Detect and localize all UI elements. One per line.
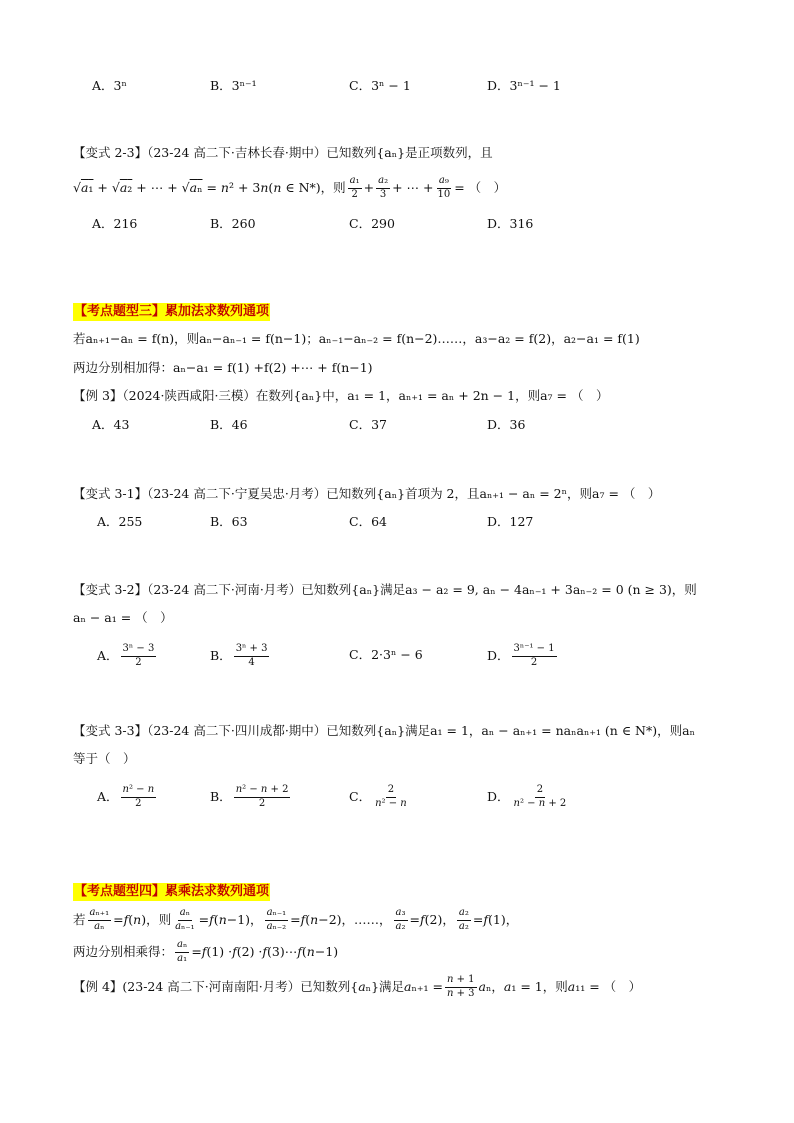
example-4-stem: 【例 4】(23-24 高二下·河南南阳·月考）已知数列{ a ₙ}满足 a ₙ₊₁ = n + 1 n + 3 a ₙ， a ₁ = 1，则 a ₁₁ = （ ）	[73, 974, 642, 999]
variant-2-3-option-a: A．216	[92, 216, 138, 231]
variant-2-3-option-c: C．290	[349, 216, 395, 231]
variant-3-2-stem: 【变式 3-2】（23-24 高二下·河南·月考）已知数列{aₙ}满足a₃ − a₂ = 9, aₙ − 4aₙ₋₁ + 3aₙ₋₂ = 0 (n ≥ 3)，则	[73, 582, 697, 597]
variant-3-1-option-b: B．63	[210, 514, 248, 529]
variant-3-1-option-a: A．255	[97, 514, 143, 529]
variant-3-2-option-c: C．2·3ⁿ − 6	[349, 647, 423, 662]
variant-2-3-stem: 【变式 2-3】（23-24 高二下·吉林长春·期中）已知数列{aₙ}是正项数列，且	[73, 145, 493, 160]
variant-3-3-stem-2: 等于（ ）	[73, 751, 136, 766]
section-3-line-1: 若aₙ₊₁−aₙ = f(n)，则aₙ−aₙ₋₁ = f(n−1)；aₙ₋₁−aₙ₋₂ = f(n−2)……，a₃−a₂ = f(2)，a₂−a₁ = f(1)	[73, 331, 640, 346]
variant-3-1-stem: 【变式 3-1】（23-24 高二下·宁夏吴忠·月考）已知数列{aₙ}首项为 2，且aₙ₊₁ − aₙ = 2ⁿ，则a₇ = （ ）	[73, 486, 661, 501]
option-c: C．3ⁿ − 1	[349, 78, 411, 93]
section-4-line-1: 若 aₙ₊₁ aₙ = f ( n )，则 aₙ aₙ₋₁ = f ( n −1)， aₙ₋₁ aₙ₋₂ = f ( n −2)，……， a₃ a₂ = f (2)， a₂ a₂ = f (1)，	[73, 907, 519, 932]
option-b: B．3ⁿ⁻¹	[210, 78, 257, 93]
example-3-option-a: A．43	[92, 417, 130, 432]
option-d: D．3ⁿ⁻¹ − 1	[487, 78, 561, 93]
example-3-option-d: D．36	[487, 417, 526, 432]
variant-3-2-option-d: D． 3ⁿ⁻¹ − 1 2	[487, 643, 555, 668]
variant-3-2-stem-2: aₙ − a₁ = （ ）	[73, 610, 173, 625]
section-3-line-2: 两边分别相加得：aₙ−a₁ = f(1) +f(2) +⋯ + f(n−1)	[73, 360, 373, 375]
example-3-stem: 【例 3】（2024·陕西咸阳·三模）在数列{aₙ}中，a₁ = 1，aₙ₊₁ = aₙ + 2n − 1，则a₇ = （ ）	[73, 388, 609, 403]
variant-3-3-option-c: C． 2 n² − n	[349, 784, 407, 809]
variant-3-2-option-a: A． 3ⁿ − 3 2	[97, 643, 155, 668]
variant-3-3-option-b: B． n² − n + 2 2	[210, 784, 289, 809]
option-a: A．3ⁿ	[92, 78, 127, 93]
example-3-option-b: B．46	[210, 417, 248, 432]
variant-2-3-option-d: D．316	[487, 216, 534, 231]
section-3-title: 【考点题型三】累加法求数列通项	[73, 303, 270, 321]
variant-3-3-option-d: D． 2 n² − n + 2	[487, 784, 567, 809]
section-4-title: 【考点题型四】累乘法求数列通项	[73, 883, 270, 901]
variant-2-3-formula: √a₁ + √a₂ + ⋯ + √aₙ = n² + 3n(n ∈ N*)，则 a₁ 2 + a₂ 3 + ⋯ + a₉ 10 = （ ）	[73, 175, 507, 200]
section-4-line-2: 两边分别相乘得： aₙ a₁ = f (1) · f (2) · f (3)⋯ f ( n −1)	[73, 939, 339, 964]
example-3-option-c: C．37	[349, 417, 387, 432]
variant-3-2-option-b: B． 3ⁿ + 3 4	[210, 643, 268, 668]
variant-3-1-option-d: D．127	[487, 514, 534, 529]
variant-3-3-stem: 【变式 3-3】（23-24 高二下·四川成都·期中）已知数列{aₙ}满足a₁ = 1，aₙ − aₙ₊₁ = naₙaₙ₊₁ (n ∈ N*)，则aₙ	[73, 723, 695, 738]
variant-3-1-option-c: C．64	[349, 514, 387, 529]
variant-2-3-option-b: B．260	[210, 216, 256, 231]
variant-3-3-option-a: A． n² − n 2	[97, 784, 155, 809]
